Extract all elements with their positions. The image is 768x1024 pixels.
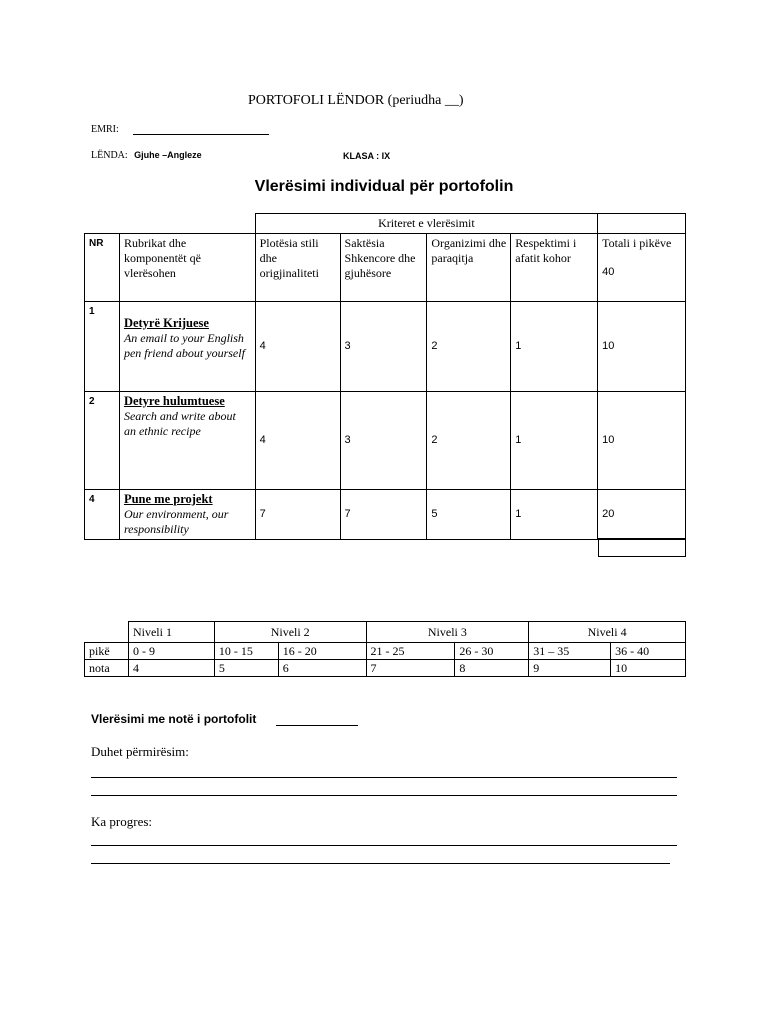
grand-total-box bbox=[598, 538, 686, 557]
grade-value: 7 bbox=[366, 660, 455, 677]
points-range: 31 – 35 bbox=[529, 643, 611, 660]
column-header-deadline: Respektimi i afatit kohor bbox=[511, 234, 598, 302]
page-title: PORTOFOLI LËNDOR (periudha __) bbox=[248, 93, 464, 108]
grade-value: 10 bbox=[611, 660, 686, 677]
column-header-nr: NR bbox=[85, 234, 120, 302]
grade-value: 4 bbox=[128, 660, 214, 677]
row-number: 1 bbox=[85, 302, 120, 392]
points-range: 16 - 20 bbox=[278, 643, 366, 660]
grade-value: 9 bbox=[529, 660, 611, 677]
table-row bbox=[85, 490, 686, 540]
writing-line bbox=[91, 845, 677, 846]
score-cell: 2 bbox=[427, 392, 511, 490]
subject-field bbox=[91, 150, 202, 161]
name-field bbox=[91, 124, 269, 135]
grade-label: nota bbox=[85, 660, 129, 677]
progress-label: Ka progres: bbox=[91, 814, 153, 829]
score-cell: 4 bbox=[255, 392, 340, 490]
points-range: 21 - 25 bbox=[366, 643, 455, 660]
name-blank-line bbox=[133, 125, 269, 135]
column-header-organization: Organizimi dhe paraqitja bbox=[427, 234, 511, 302]
points-range: 10 - 15 bbox=[214, 643, 278, 660]
score-cell: 5 bbox=[427, 490, 511, 540]
levels-table bbox=[84, 621, 686, 677]
points-range: 26 - 30 bbox=[455, 643, 529, 660]
score-cell: 1 bbox=[511, 302, 598, 392]
column-header-rubrics: Rubrikat dhe komponentët që vlerësohen bbox=[119, 234, 255, 302]
total-max: 40 bbox=[602, 266, 615, 278]
task-name: Pune me projekt bbox=[123, 492, 213, 506]
column-header-completeness: Plotësia stili dhe origjinaliteti bbox=[255, 234, 340, 302]
total-cell: 10 bbox=[598, 392, 686, 490]
subject-label: LËNDA: bbox=[91, 150, 128, 161]
score-cell: 1 bbox=[511, 490, 598, 540]
total-cell: 10 bbox=[598, 302, 686, 392]
task-cell bbox=[119, 490, 255, 540]
needs-improvement-label: Duhet përmirësim: bbox=[91, 744, 189, 759]
writing-line bbox=[91, 795, 677, 796]
blank-header-cell bbox=[598, 214, 686, 234]
portfolio-grade-label: Vlerësimi me notë i portofolit bbox=[91, 712, 257, 726]
grade-value: 5 bbox=[214, 660, 278, 677]
level-header: Niveli 2 bbox=[214, 622, 366, 643]
task-cell bbox=[119, 392, 255, 490]
task-cell bbox=[119, 302, 255, 392]
row-number: 4 bbox=[85, 490, 120, 540]
subject-value: Gjuhe –Angleze bbox=[134, 150, 202, 160]
score-cell: 2 bbox=[427, 302, 511, 392]
grade-value: 6 bbox=[278, 660, 366, 677]
score-cell: 4 bbox=[255, 302, 340, 392]
blank-corner bbox=[85, 622, 129, 643]
table-row bbox=[85, 302, 686, 392]
name-label: EMRI: bbox=[91, 124, 119, 135]
level-header: Niveli 4 bbox=[529, 622, 686, 643]
blank-corner bbox=[85, 214, 256, 234]
class-label: KLASA : IX bbox=[343, 151, 391, 161]
total-cell: 20 bbox=[598, 490, 686, 540]
column-header-total bbox=[598, 234, 686, 302]
column-header-accuracy: Saktësia Shkencore dhe gjuhësore bbox=[340, 234, 427, 302]
points-range: 36 - 40 bbox=[611, 643, 686, 660]
portfolio-grade bbox=[91, 712, 358, 726]
points-range: 0 - 9 bbox=[128, 643, 214, 660]
table-row bbox=[85, 392, 686, 490]
points-label: pikë bbox=[85, 643, 129, 660]
task-description: An email to your English pen friend about yourself bbox=[123, 331, 245, 360]
score-cell: 1 bbox=[511, 392, 598, 490]
score-cell: 7 bbox=[340, 490, 427, 540]
grade-value: 8 bbox=[455, 660, 529, 677]
writing-line bbox=[91, 863, 670, 864]
task-description: Search and write about an ethnic recipe bbox=[123, 409, 236, 438]
assessment-table bbox=[84, 213, 686, 540]
level-header: Niveli 3 bbox=[366, 622, 529, 643]
task-name: Detyrë Krijuese bbox=[123, 316, 209, 330]
score-cell: 7 bbox=[255, 490, 340, 540]
points-row bbox=[85, 643, 686, 660]
task-name: Detyre hulumtuese bbox=[123, 394, 225, 408]
row-number: 2 bbox=[85, 392, 120, 490]
criteria-header: Kriteret e vlerësimit bbox=[255, 214, 598, 234]
score-cell: 3 bbox=[340, 392, 427, 490]
level-header: Niveli 1 bbox=[128, 622, 214, 643]
task-description: Our environment, our responsibility bbox=[123, 507, 229, 536]
total-label: Totali i pikëve bbox=[602, 236, 672, 250]
score-cell: 3 bbox=[340, 302, 427, 392]
writing-line bbox=[91, 777, 677, 778]
section-heading: Vlerësimi individual për portofolin bbox=[254, 178, 514, 195]
grade-blank-line bbox=[276, 713, 358, 726]
grades-row bbox=[85, 660, 686, 677]
